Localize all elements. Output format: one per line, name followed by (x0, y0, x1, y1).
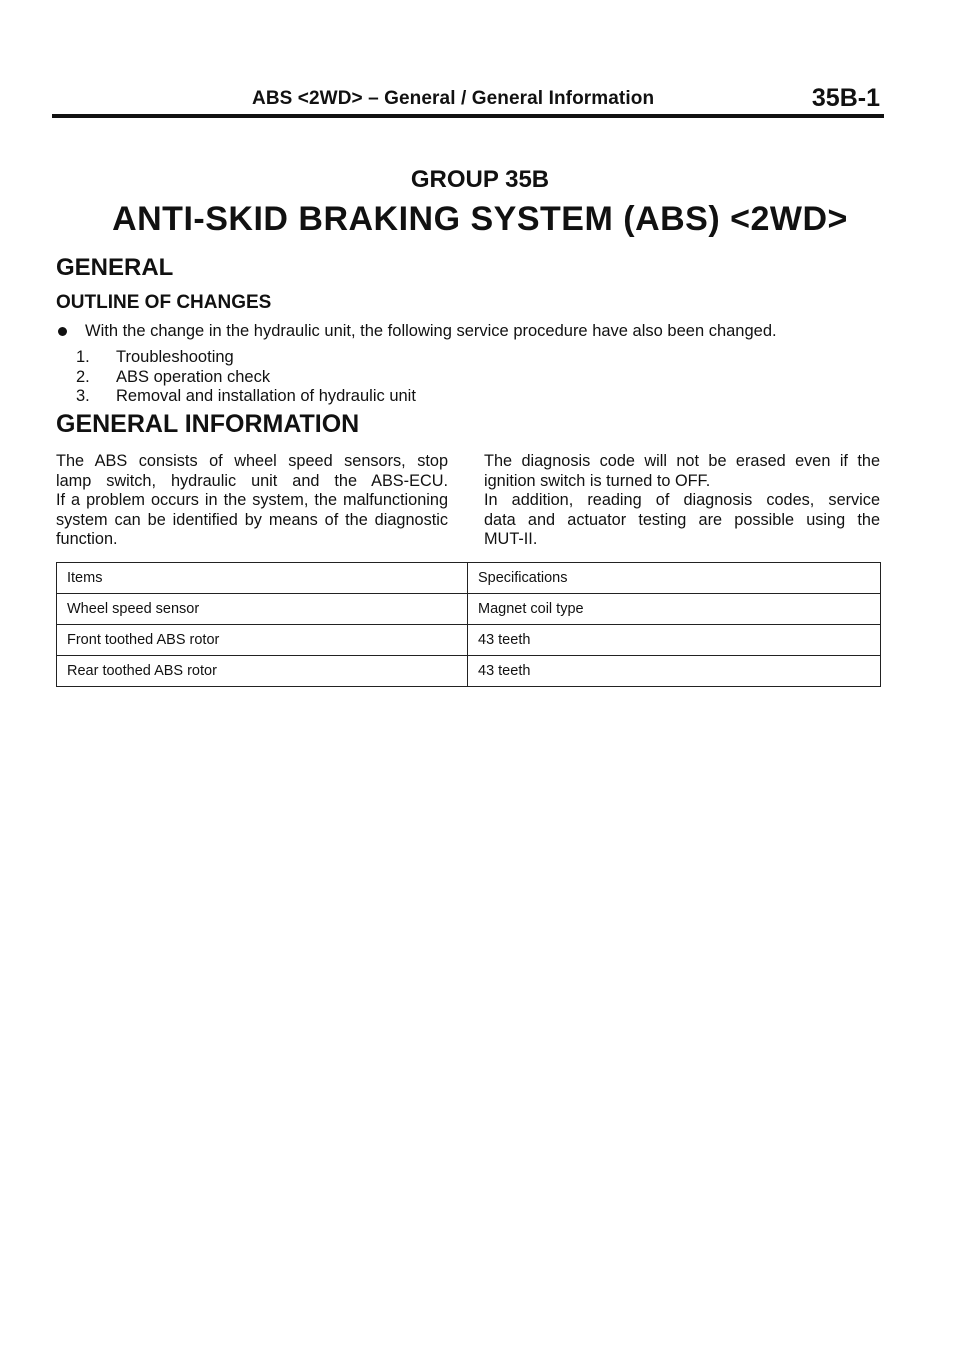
paragraph-line: The ABS consists of wheel speed sensors, stop (56, 452, 448, 470)
paragraph-line: In addition, reading of diagnosis codes, service (484, 491, 880, 509)
table-cell: Rear toothed ABS rotor (57, 656, 468, 687)
table-cell: Front toothed ABS rotor (57, 625, 468, 656)
outline-bullet-text: With the change in the hydraulic unit, the following service procedure have also been changed. (85, 322, 777, 340)
table-row (57, 594, 881, 625)
general-info-left-paragraph (56, 452, 448, 550)
step-text: Troubleshooting (116, 348, 234, 366)
list-item (76, 368, 416, 388)
paragraph-line: system can be identified by means of the diagnostic (56, 510, 448, 529)
table-header-cell: Items (57, 563, 468, 594)
specifications-table (56, 562, 881, 687)
table-cell: Magnet coil type (468, 594, 881, 625)
general-info-right-paragraph (484, 452, 880, 550)
paragraph-line: The diagnosis code will not be erased even if the (484, 452, 880, 470)
paragraph-line: MUT-II. (484, 530, 538, 548)
general-heading: GENERAL (56, 254, 174, 281)
step-number: 2. (76, 367, 90, 386)
step-text: Removal and installation of hydraulic unit (116, 387, 416, 405)
step-text: ABS operation check (116, 367, 271, 386)
page-number: 35B-1 (811, 84, 880, 112)
paragraph-line: function. (56, 530, 118, 548)
table-row (57, 656, 881, 687)
step-number: 1. (76, 348, 90, 366)
page-header (52, 84, 884, 118)
table-header-cell: Specifications (468, 563, 881, 594)
paragraph-line: lamp switch, hydraulic unit and the ABS-ECU. (56, 471, 448, 490)
bullet-icon (58, 327, 67, 336)
main-title: ANTI-SKID BRAKING SYSTEM (ABS) <2WD> (112, 200, 848, 238)
outline-bullet (56, 322, 777, 341)
outline-steps-list (76, 348, 416, 407)
group-label: GROUP 35B (410, 166, 550, 193)
step-number: 3. (76, 387, 90, 405)
header-title: ABS <2WD> – General / General Information (252, 88, 655, 109)
table-cell: 43 teeth (468, 625, 881, 656)
outline-heading: OUTLINE OF CHANGES (56, 292, 272, 313)
general-information-heading: GENERAL INFORMATION (56, 410, 360, 438)
table-header-row (57, 563, 881, 594)
list-item (76, 348, 416, 368)
paragraph-line: If a problem occurs in the system, the malfunctioning (56, 491, 448, 509)
table-cell: Wheel speed sensor (57, 594, 468, 625)
table-cell: 43 teeth (468, 656, 881, 687)
paragraph-line: ignition switch is turned to OFF. (484, 471, 711, 490)
paragraph-line: data and actuator testing are possible using the (484, 510, 880, 529)
table-row (57, 625, 881, 656)
list-item (76, 387, 416, 407)
